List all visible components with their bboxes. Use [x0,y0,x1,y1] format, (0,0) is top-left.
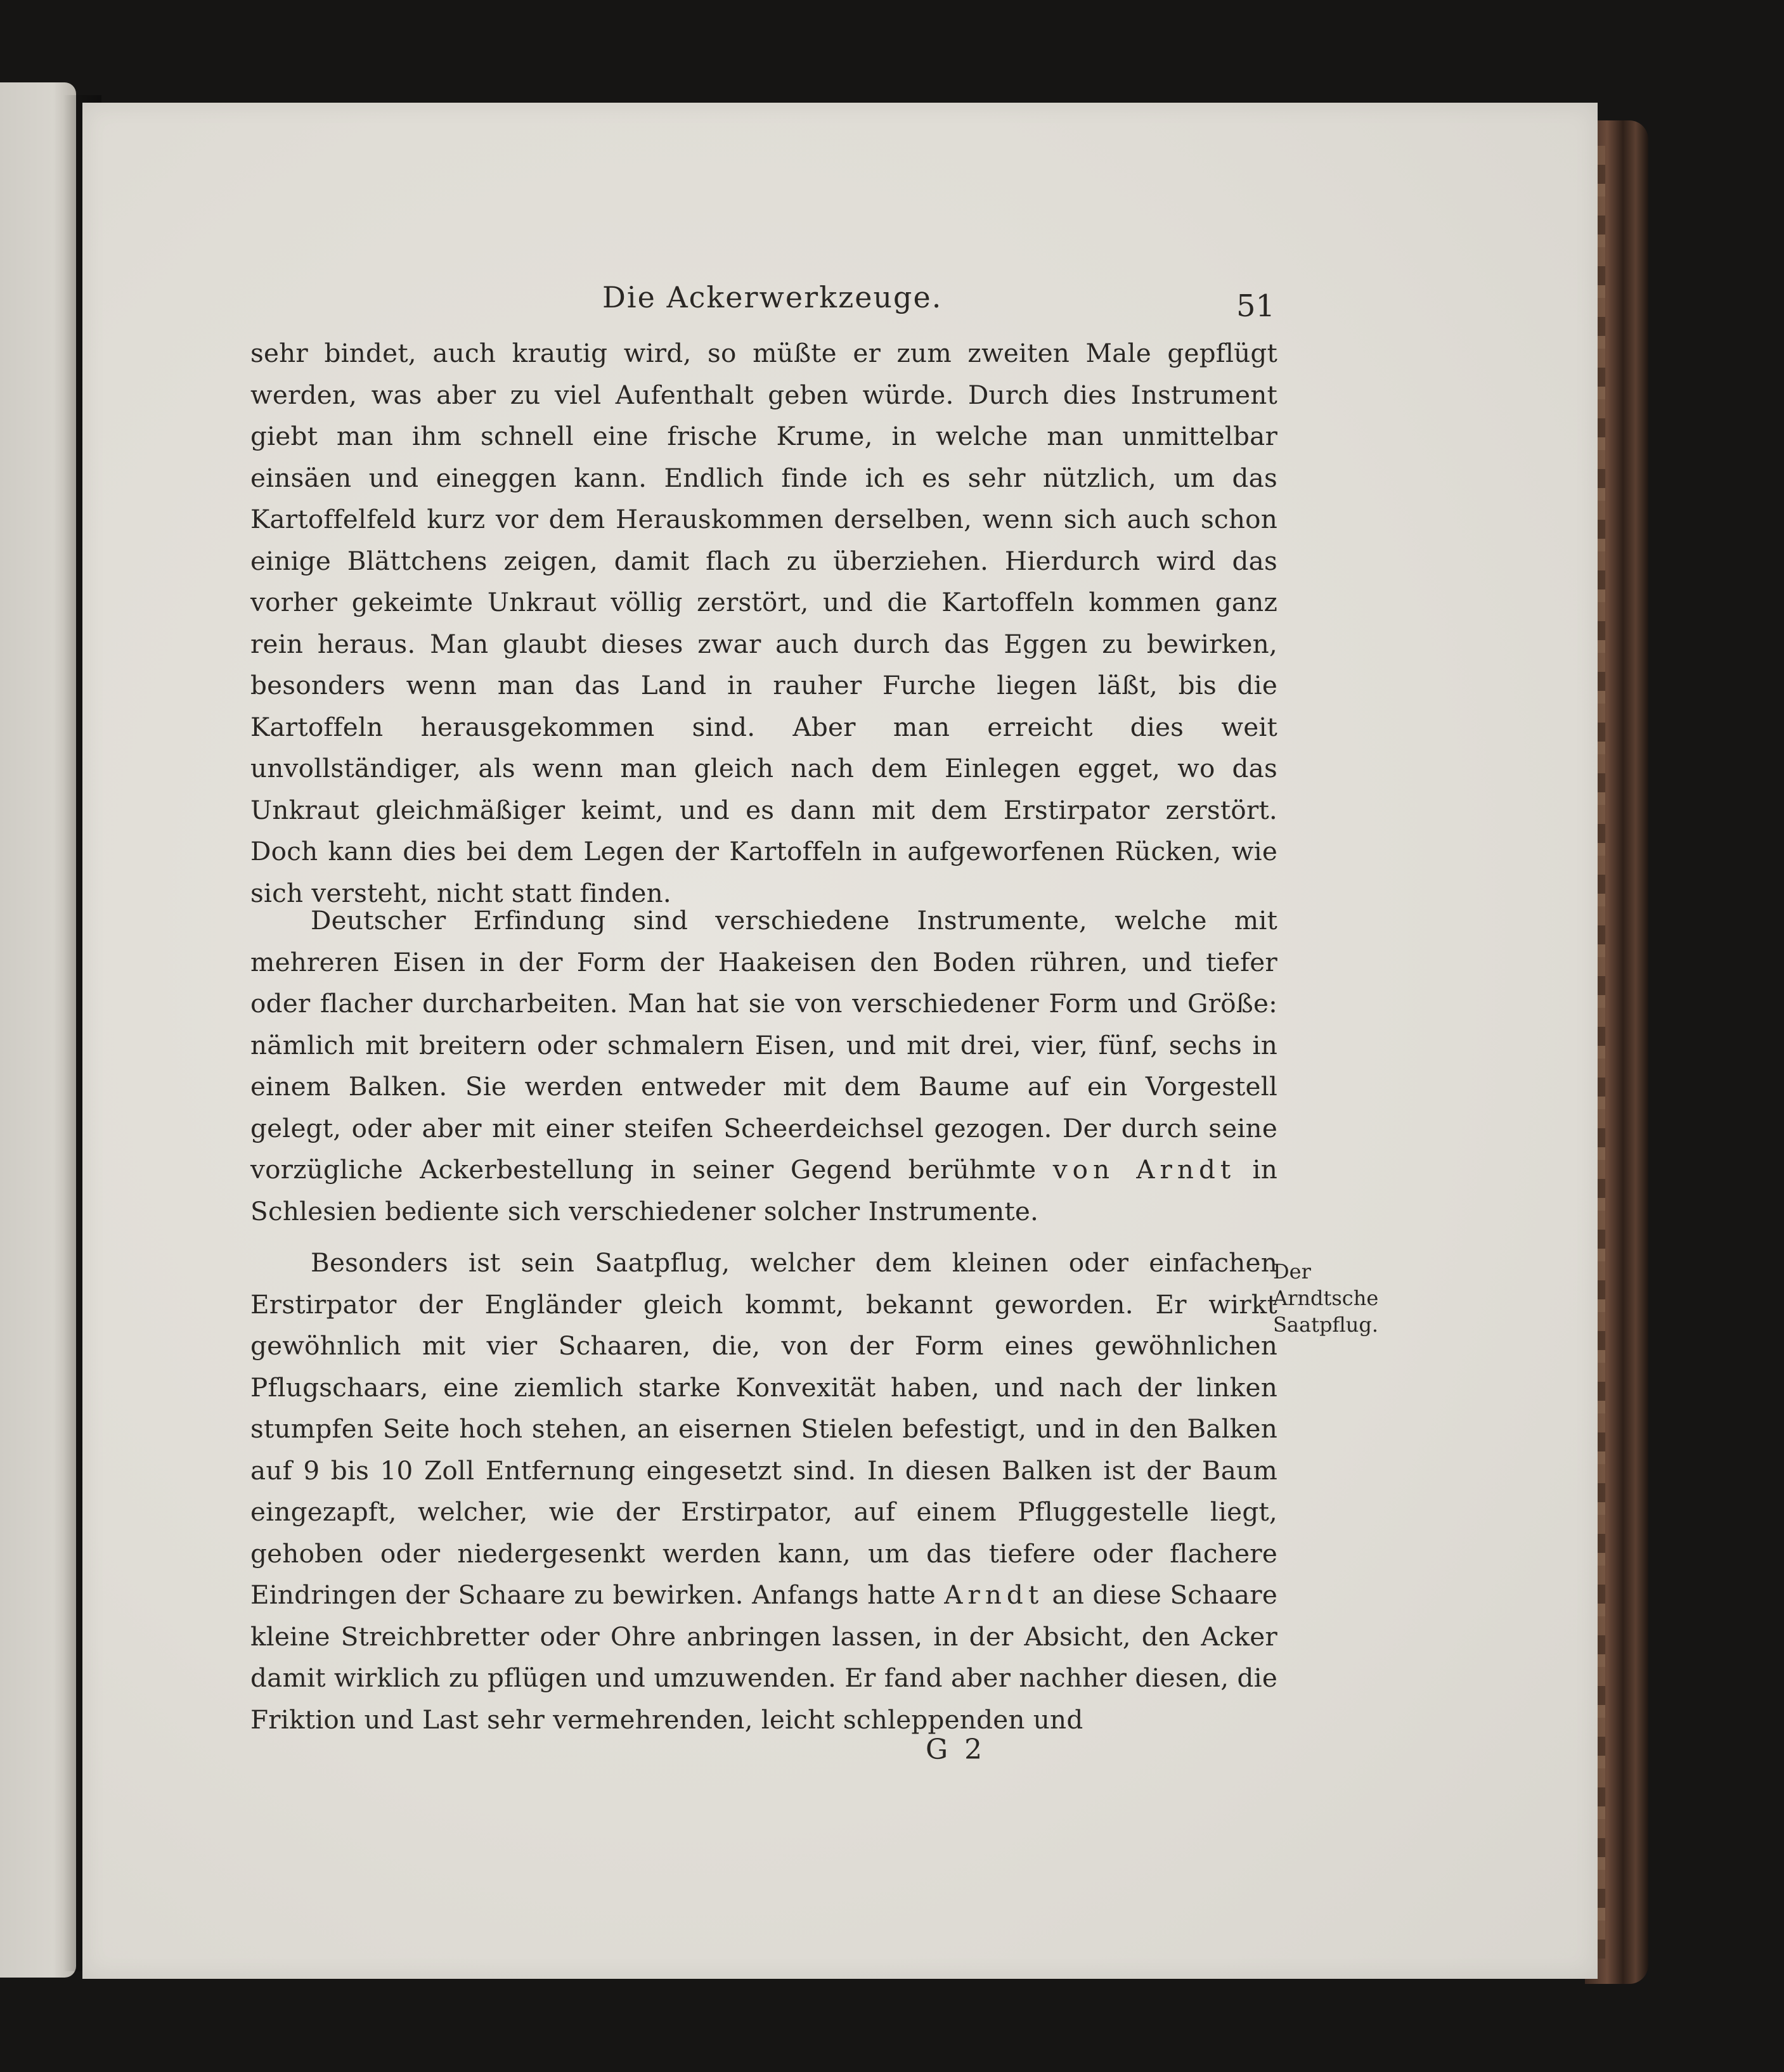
paragraph-1: sehr bindet, auch krautig wird, so müßte er zum zweiten Male gepflügt werden, was aber zu viel Aufenthalt geben würde. Durch dies Instrument giebt man ihm schnell eine frische Krume, in welche man unmittelbar einsäen und eineggen kann. Endlich finde ich es sehr nützlich, um das Kartoffelfeld kurz vor dem Herauskommen derselben, wenn sich auch schon einige Blättchens zeigen, damit flach zu überziehen. Hierdurch wird das vorher gekeimte Unkraut völlig zerstört, und die Kartoffeln kommen ganz rein heraus. Man glaubt dieses zwar auch durch das Eggen zu bewirken, besonders wenn man das Land in rauher Furche liegen läßt, bis die Kartoffeln herausgekommen sind. Aber man erreicht dies weit unvollständiger, als wenn man gleich nach dem Einlegen egget, wo das Unkraut gleichmäßiger keimt, und es dann mit dem Erstirpator zerstört. Doch kann dies bei dem Legen der Kartoffeln in aufgeworfenen Rücken, wie sich versteht, nicht statt finden. [250,338,1277,908]
paragraph-2-text-a: Deutscher Erfindung sind verschiedene Instrumente, welche mit mehreren Eisen in der Form der Haakeisen den Boden rühren, und tiefer oder flacher durcharbeiten. Man hat sie von verschiedener Form und Größe: nämlich mit breitern oder schmalern Eisen, und mit drei, vier, fünf, sechs in einem Balken. Sie werden entweder mit dem Baume auf ein Vorgestell gelegt, oder aber mit einer steifen Scheerdeichsel gezogen. Der durch seine vorzügliche Ackerbestellung in seiner Gegend berühmte [250,905,1277,1185]
margin-note: Der Arndtsche Saatpflug. [1273,1259,1379,1337]
page-number: 51 [1236,288,1276,324]
paragraph-3-text-b: an diese Schaare kleine Streichbretter oder Ohre anbringen lassen, in der Absicht, den Acker damit wirklich zu pflügen und umzuwenden. Er fand aber nachher diesen, die Friktion und Last sehr vermehrenden, leicht schleppenden und [250,1580,1278,1735]
paragraph-3-name: Arndt [944,1580,1044,1610]
paragraph-3-text-a: Besonders ist sein Saatpflug, welcher dem kleinen oder einfachen Erstirpator der Engländer gleich kommt, bekannt geworden. Er wirkt gewöhnlich mit vier Schaaren, die, von der Form eines gewöhnlichen Pflugschaars, eine ziemlich starke Konvexität haben, und nach der linken stumpfen Seite hoch stehen, an eisernen Stielen befestigt, und in den Balken auf 9 bis 10 Zoll Entfernung eingesetzt sind. In diesen Balken ist der Baum eingezapft, welcher, wie der Erstirpator, auf einem Pfluggestelle liegt, gehoben oder niedergesenkt werden kann, um das tiefere oder flachere Eindringen der Schaare zu bewirken. Anfangs hatte [250,1247,1277,1610]
paragraph-2-text-b: in Schlesien bediente sich verschiedener solcher Instrumente. [250,1154,1277,1226]
running-head: Die Ackerwerkzeuge. [602,280,943,314]
paragraph-3 [250,1242,1277,1741]
paragraph-2 [250,900,1277,1232]
paragraph-2-name: von Arndt [1052,1154,1236,1185]
signature-mark: G 2 [926,1734,986,1766]
